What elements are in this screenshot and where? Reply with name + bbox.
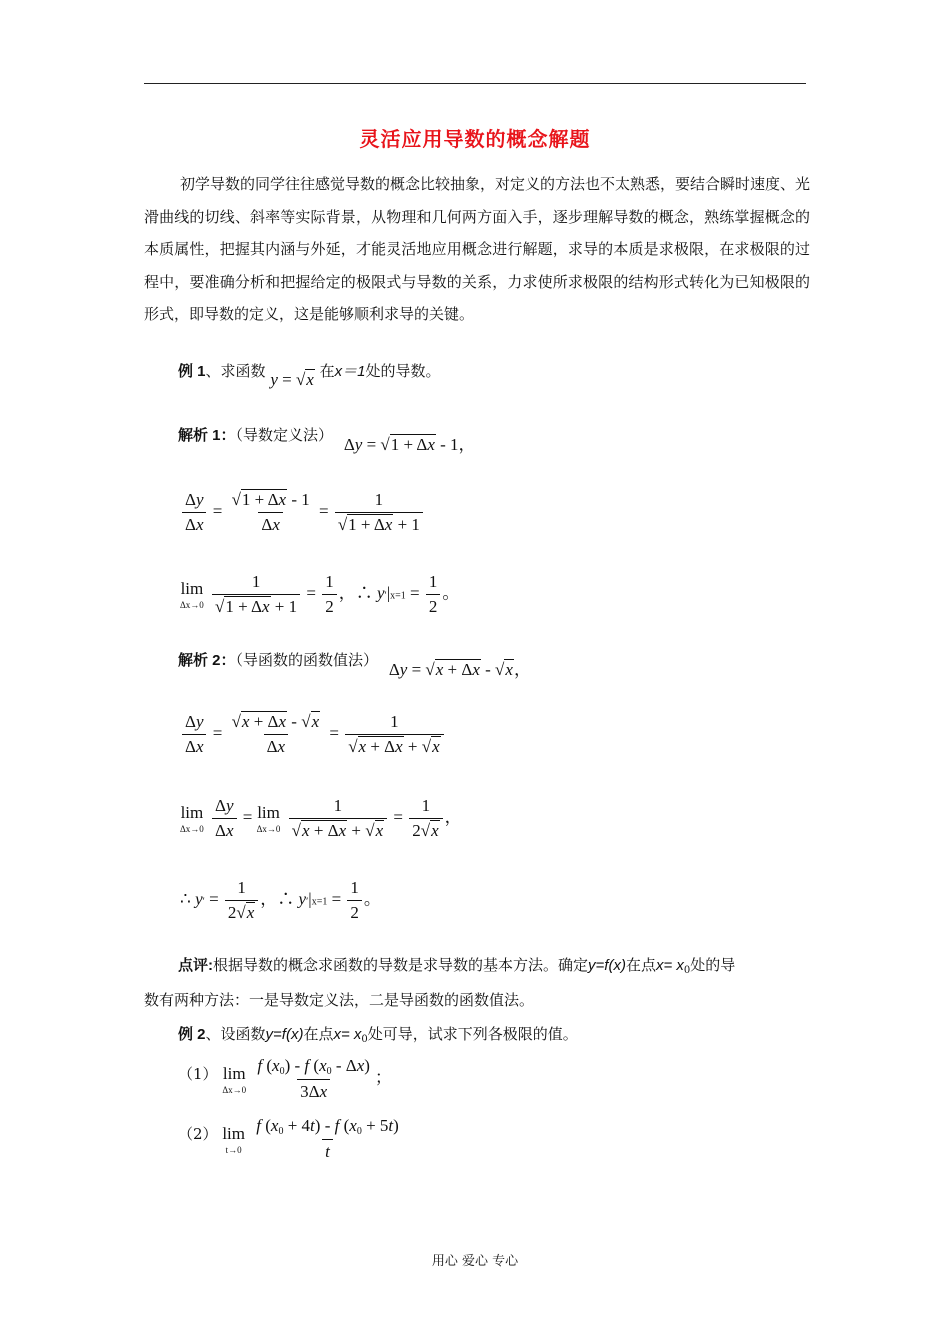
example-1-text-mid: 在 xyxy=(319,362,335,380)
solution-2-colon: ： xyxy=(220,652,236,669)
item-1-label: （1） xyxy=(178,1064,218,1083)
solution-1-colon: ： xyxy=(220,427,236,444)
comment-point: x= x xyxy=(655,957,684,974)
example-1-point: x＝1 xyxy=(334,363,366,380)
solution-2-delta-y: Δy = √x + Δx - √x， xyxy=(388,660,531,679)
example-1-function: y = √x xyxy=(270,370,314,389)
example-2-text-1: 、设函数 xyxy=(205,1025,266,1043)
example-2-line: 例 2、设函数y=f(x)在点$x= x_0$处可导，试求下列各极限的值。 xyxy=(178,1025,578,1045)
example-2-item-2 xyxy=(178,1116,404,1162)
comment-line-1: 点评:根据导数的概念求函数的导数是求导数的基本方法。确定y=f(x)在点$x= x_0$处的导 xyxy=(178,956,736,976)
item-2-expression: lim t→0 $\frac{f (x0 + 4t) - f (x0 + 5t)}{t}$ xyxy=(222,1116,399,1161)
item-1-expression: lim Δx→0 $\frac{f (x0) - f (x0 - \Delta x)}{3\Delta x}$ ； xyxy=(222,1056,392,1101)
solution-1-limit: lim Δx→0 $\frac{1}{√1 + \Delta x + 1}$ = $\frac{1}{2}$ ，∴ y′|x=1 = $\frac{1}{2}$ 。 xyxy=(180,572,460,616)
comment-func: y=f(x) xyxy=(588,957,626,974)
solution-1-label: 解析 1 xyxy=(178,427,221,444)
example-1-line xyxy=(178,360,441,389)
solution-1-line xyxy=(178,420,476,454)
example-2-label: 例 2 xyxy=(178,1026,206,1043)
solution-1-delta-y: Δy = √1 + Δx - 1， xyxy=(343,435,476,454)
intro-paragraph: 初学导数的同学往往感觉导数的概念比较抽象，对定义的方法也不太熟悉，要结合瞬时速度、光滑曲线的切线、斜率等实际背景，从物理和几何两方面入手，逐步理解导数的概念，熟练掌握概念的本质属性，把握其内涵与外延，才能灵活地应用概念进行解题，求导的本质是求极限，在求极限的过程中，要准确分析和把握给定的极限式与导数的关系，力求使所求极限的结构形式转化为已知极限的形式，即导数的定义，这是能够顺利求导的关键。 xyxy=(144,175,811,323)
example-1-text-before: 、求函数 xyxy=(205,362,266,380)
comment-label: 点评 xyxy=(178,957,209,974)
header-rule xyxy=(144,83,806,84)
example-2-func: y=f(x) xyxy=(265,1026,304,1043)
example-1-text-after: 处的导数。 xyxy=(365,362,441,380)
example-1-label: 例 1 xyxy=(178,363,206,380)
comment-text-1: 根据导数的概念求函数的导数是求导数的基本方法。确定 xyxy=(213,956,589,974)
comment-text-2: 在点 xyxy=(625,956,656,974)
solution-2-conclusion: ∴ y′ = $\frac{1}{2√x}$ ，∴ y′|x=1 = $\frac{1}{2}$ 。 xyxy=(180,878,381,922)
comment-text-3: 处的导 xyxy=(690,956,736,974)
page-footer: 用心 爱心 专心 xyxy=(431,1254,519,1269)
comment-line-2: 数有两种方法：一是导数定义法，二是导函数的函数值法。 xyxy=(144,991,535,1009)
comment-colon: : xyxy=(208,957,214,974)
solution-2-label: 解析 2 xyxy=(178,652,221,669)
solution-2-limit: lim Δx→0 $\frac{\Delta y}{\Delta x}$ = lim Δx→0 $\frac{1}{√x + \Delta x + √x}$ = $\frac{1}{2√x}$ ， xyxy=(180,796,462,840)
example-2-point: x= x xyxy=(333,1026,362,1043)
item-2-label: （2） xyxy=(178,1124,218,1143)
example-2-text-2: 在点 xyxy=(303,1025,334,1043)
example-2-item-1 xyxy=(178,1056,392,1102)
solution-1-ratio: $\frac{\Delta y}{\Delta x}$ = $\frac{√1 + \Delta x - 1}{\Delta x}$ = $\frac{1}{√1 + \Delta x + 1}$ xyxy=(180,490,425,535)
solution-2-line xyxy=(178,645,531,679)
example-2-text-3: 处可导，试求下列各极限的值。 xyxy=(367,1025,578,1043)
solution-2-ratio: $\frac{\Delta y}{\Delta x}$ = $\frac{√x + \Delta x - √x}{\Delta x}$ = $\frac{1}{√x + \Delta x + √x}$ xyxy=(180,712,446,757)
solution-1-method: （导数定义法） xyxy=(235,426,334,444)
document-title: 灵活应用导数的概念解题 xyxy=(359,127,591,151)
solution-2-method: （导函数的函数值法） xyxy=(235,651,379,669)
